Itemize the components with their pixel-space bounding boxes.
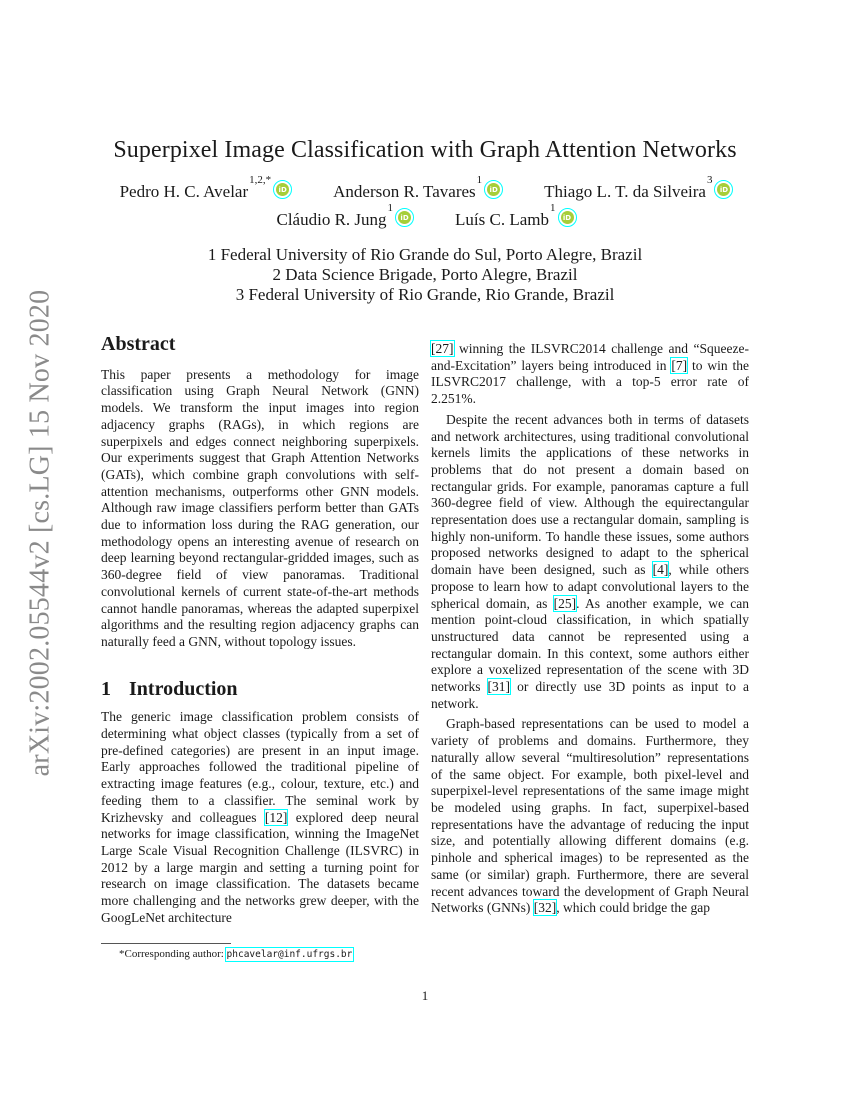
affiliations bbox=[0, 245, 850, 305]
text-run: or directly use 3D points as input to a network. bbox=[431, 679, 749, 711]
left-column bbox=[101, 333, 419, 927]
citation-link[interactable]: [27] bbox=[431, 341, 454, 356]
orcid-icon[interactable]: iD bbox=[398, 211, 411, 224]
citation-link[interactable]: [32] bbox=[533, 900, 557, 916]
footnote-rule bbox=[101, 943, 231, 944]
text-run: The generic image classification problem consists of determining what object classes (typically from a set of pre-defined categories) are present in an input image. Early approaches followed the traditional pipeline of extracting image features (e.g., colour, texture, etc.) and feeding them to a classifier. The seminal work by Krizhevsky and colleagues bbox=[101, 709, 419, 825]
author: Cláudio R. Jung $^1$ iD bbox=[276, 210, 411, 230]
authors-row-1 bbox=[0, 174, 850, 202]
footnote bbox=[119, 948, 352, 960]
orcid-icon[interactable]: iD bbox=[717, 183, 730, 196]
intro-paragraph-3 bbox=[431, 716, 749, 916]
affiliation: 1 Federal University of Rio Grande do Sul, Porto Alegre, Brazil bbox=[207, 245, 643, 264]
author-name: Thiago L. T. da Silveira bbox=[544, 182, 706, 201]
arxiv-identifier bbox=[18, 288, 62, 778]
author-name: Anderson R. Tavares bbox=[333, 182, 476, 201]
introduction-heading bbox=[101, 677, 419, 700]
text-run: winning the ILSVRC2014 challenge and “Squeeze-and-Excitation” layers being introduced in bbox=[431, 341, 749, 373]
author-name: Cláudio R. Jung bbox=[276, 210, 387, 229]
text-run: to win the ILSVRC2017 challenge, with a top-5 error rate of 2.251%. bbox=[431, 357, 750, 407]
citation-link[interactable]: [7] bbox=[671, 357, 688, 373]
orcid-icon[interactable]: iD bbox=[487, 183, 500, 196]
orcid-icon[interactable]: iD bbox=[276, 183, 289, 196]
section-title: Introduction bbox=[129, 677, 238, 700]
email-link[interactable]: phcavelar@inf.ufrgs.br bbox=[226, 949, 353, 960]
text-run: , while others propose to learn how to adapt convolutional layers to the spherical domain, as bbox=[431, 562, 749, 611]
intro-paragraph-1-end bbox=[431, 341, 749, 408]
orcid-icon[interactable]: iD bbox=[561, 211, 574, 224]
section-number: 1 bbox=[101, 677, 111, 700]
right-column bbox=[431, 341, 749, 917]
abstract-text: This paper presents a methodology for image classification using Graph Neural Network (GNN) models. We transform the input images into region adjacency graphs (RAGs), in which regions are superpixels and edges connect neighboring superpixels. Our experiments suggest that Graph Attention Networks (GATs), which combine graph convolutions with self-attention mechanisms, outperforms other GNN models. Although raw image classifiers perform better than GATs due to information loss during the RAG generation, our methodology opens an interesting avenue of research on deep learning beyond rectangular-gridded images, such as 360-degree field of view panoramas. Traditional convolutional kernels of current state-of-the-art methods cannot handle panoramas, whereas the adapted superpixel algorithms and the resulting region adjacency graphs can naturally feed a GNN, without topology issues. bbox=[101, 366, 419, 649]
author: Pedro H. C. Avelar $^{1,2,*}$ iD bbox=[120, 182, 290, 202]
affiliation: 3 Federal University of Rio Grande, Rio Grande, Brazil bbox=[235, 285, 615, 304]
authors-row-2 bbox=[0, 202, 850, 230]
author-name: Pedro H. C. Avelar bbox=[119, 182, 249, 201]
text-run: Graph-based representations can be used to model a variety of problems and domains. Furthermore, they naturally allow several “multiresolution” representations of the same object. For example, both pixel-level and superpixel-level representations of the same image might be modeled using graphs. In fact, superpixel-based representations have the advantage of reducing the input size, and potentially allowing different domains (e.g. pinhole and spherical images) to be represented as the same (or similar) graph. Furthermore, there are several recent advances toward the development of Graph Neural Networks (GNNs) bbox=[431, 716, 749, 916]
footnote-label: *Corresponding author: bbox=[119, 948, 227, 960]
paper-title: Superpixel Image Classification with Graph Attention Networks bbox=[113, 137, 737, 163]
arxiv-identifier-text: arXiv:2002.05544v2 [cs.LG] 15 Nov 2020 bbox=[24, 289, 55, 777]
text-run: explored deep neural networks for image classification, winning the ImageNet Large Scale Visual Recognition Challenge (ILSVRC) in 2012 by a large margin and setting a turning point for research on image classification. The datasets became more challenging and the networks grew deeper, with the GoogLeNet architecture bbox=[101, 809, 419, 925]
author: Anderson R. Tavares $^1$ iD bbox=[333, 182, 500, 202]
citation-link[interactable]: [12] bbox=[264, 809, 288, 825]
intro-paragraph-2 bbox=[431, 412, 749, 713]
author-name: Luís C. Lamb bbox=[455, 210, 549, 229]
author: Thiago L. T. da Silveira $^3$ iD bbox=[544, 182, 730, 202]
citation-link[interactable]: [25] bbox=[553, 595, 577, 611]
text-run: Despite the recent advances both in terms of datasets and network architectures, using traditional convolutional kernels limits the applications of these networks in problems that do not present a domain based on rectangular grids. For example, panoramas capture a full 360-degree field of view. Although the equirectangular representation does use a rectangular domain, sampling is highly non-uniform. To handle these issues, some authors proposed networks designed to adapt to the spherical domain have been designed, such as bbox=[431, 411, 749, 578]
text-run: . As another example, we can mention point-cloud classification, in which spatially unstructured data cannot be represented using a rectangular domain. In this context, some authors either explore a voxelized representation of the scene with 3D networks bbox=[431, 595, 749, 695]
affiliation: 2 Data Science Brigade, Porto Alegre, Brazil bbox=[272, 265, 578, 284]
author: Luís C. Lamb $^1$ iD bbox=[455, 210, 573, 230]
intro-paragraph-1-start bbox=[101, 709, 419, 926]
citation-link[interactable]: [31] bbox=[487, 679, 511, 695]
citation-link[interactable]: [4] bbox=[652, 562, 669, 578]
text-run: , which could bridge the gap bbox=[556, 900, 710, 916]
page-number: 1 bbox=[421, 988, 429, 1003]
abstract-heading: Abstract bbox=[101, 333, 176, 355]
